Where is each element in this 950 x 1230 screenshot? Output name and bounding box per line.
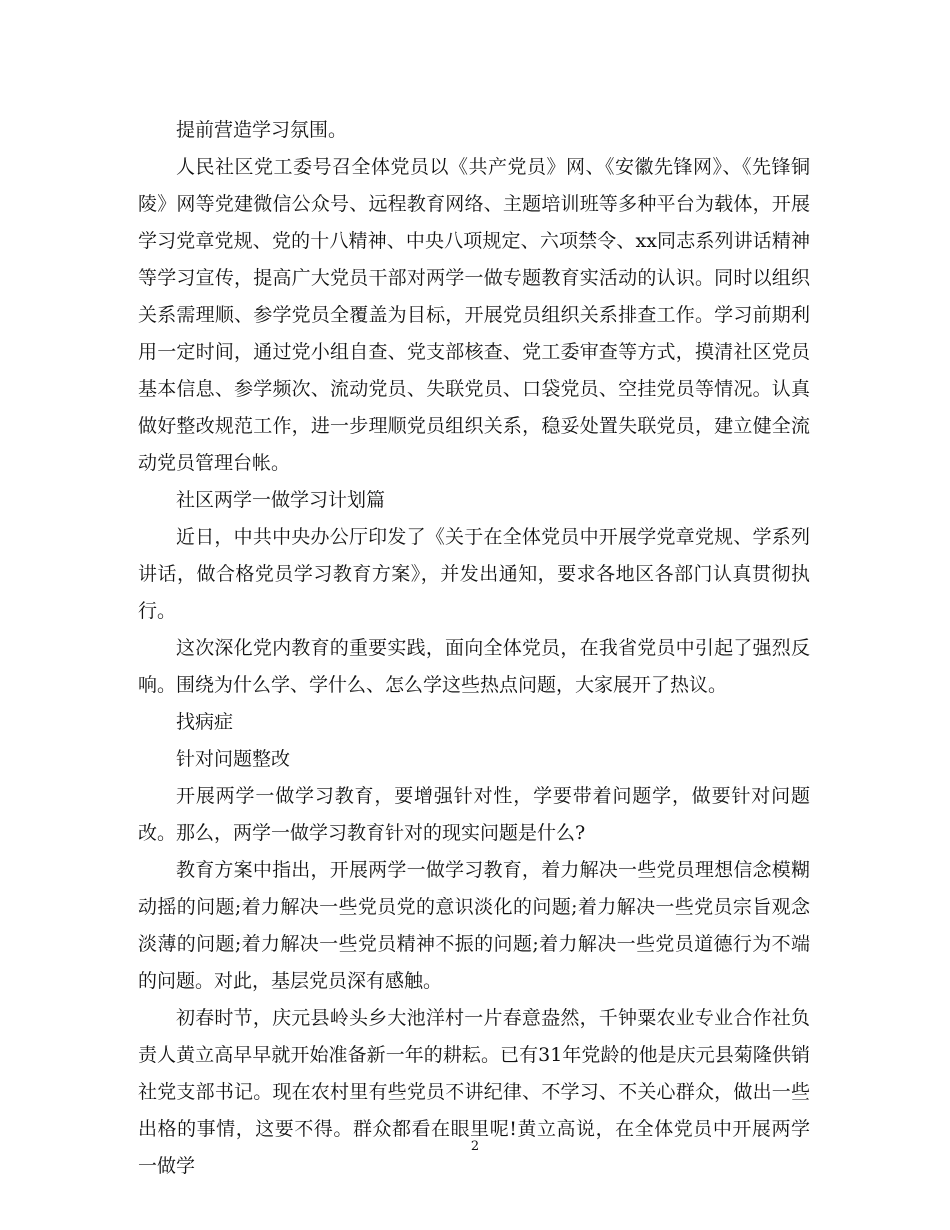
paragraph-targeted-education: 开展两学一做学习教育，要增强针对性，学要带着问题学，做要针对问题改。那么，两学一做学习教育针对的现实问题是什么? xyxy=(138,785,810,844)
section-heading-study-plan: 社区两学一做学习计划篇 xyxy=(176,489,386,511)
paragraph-community-study: 人民社区党工委号召全体党员以《共产党员》网、《安徽先锋网》、《先锋铜陵》网等党建微信公众号、远程教育网络、主题培训班等多种平台为载体，开展学习党章党规、党的十八精神、中央八项规定、六项禁令、xx同志系列讲话精神等学习宣传，提高广大党员干部对两学一做专题教育实活动的认识。同时以组织关系需理顺、参学党员全覆盖为目标，开展党员组织关系排查工作。学习前期利用一定时间，通过党小组自查、党支部核查、党工委审查等方式，摸清社区党员基本信息、参学频次、流动党员、失联党员、口袋党员、空挂党员等情况。认真做好整改规范工作，进一步理顺党员组织关系，稳妥处置失联党员，建立健全流动党员管理台帐。 xyxy=(138,156,810,474)
paragraph-central-notice: 近日，中共中央办公厅印发了《关于在全体党员中开展学党章党规、学系列讲话，做合格党员学习教育方案》，并发出通知，要求各地区各部门认真贯彻执行。 xyxy=(138,526,810,622)
document-body xyxy=(138,112,810,1185)
subheading-find-problems: 找病症 xyxy=(176,711,234,733)
paragraph-education-plan: 教育方案中指出，开展两学一做学习教育，着力解决一些党员理想信念模糊动摇的问题;着力解决一些党员党的意识淡化的问题;着力解决一些党员宗旨观念淡薄的问题;着力解决一些党员精神不振的问题;着力解决一些党员道德行为不端的问题。对此，基层党员深有感触。 xyxy=(138,859,810,992)
paragraph-intro-heading: 提前营造学习氛围。 xyxy=(176,119,348,141)
paragraph-village-story: 初春时节，庆元县岭头乡大池洋村一片春意盎然，千钟粟农业专业合作社负责人黄立高早早就开始准备新一年的耕耘。已有31年党龄的他是庆元县菊隆供销社党支部书记。现在农村里有些党员不讲纪律、不学习、不关心群众，做出一些出格的事情，这要不得。群众都看在眼里呢!黄立高说，在全体党员中开展两学一做学 xyxy=(138,1007,810,1177)
subheading-rectify-problems: 针对问题整改 xyxy=(176,748,291,770)
paragraph-party-response: 这次深化党内教育的重要实践，面向全体党员，在我省党员中引起了强烈反响。围绕为什么学、学什么、怎么学这些热点问题，大家展开了热议。 xyxy=(138,637,810,696)
page-number: 2 xyxy=(470,1139,480,1154)
